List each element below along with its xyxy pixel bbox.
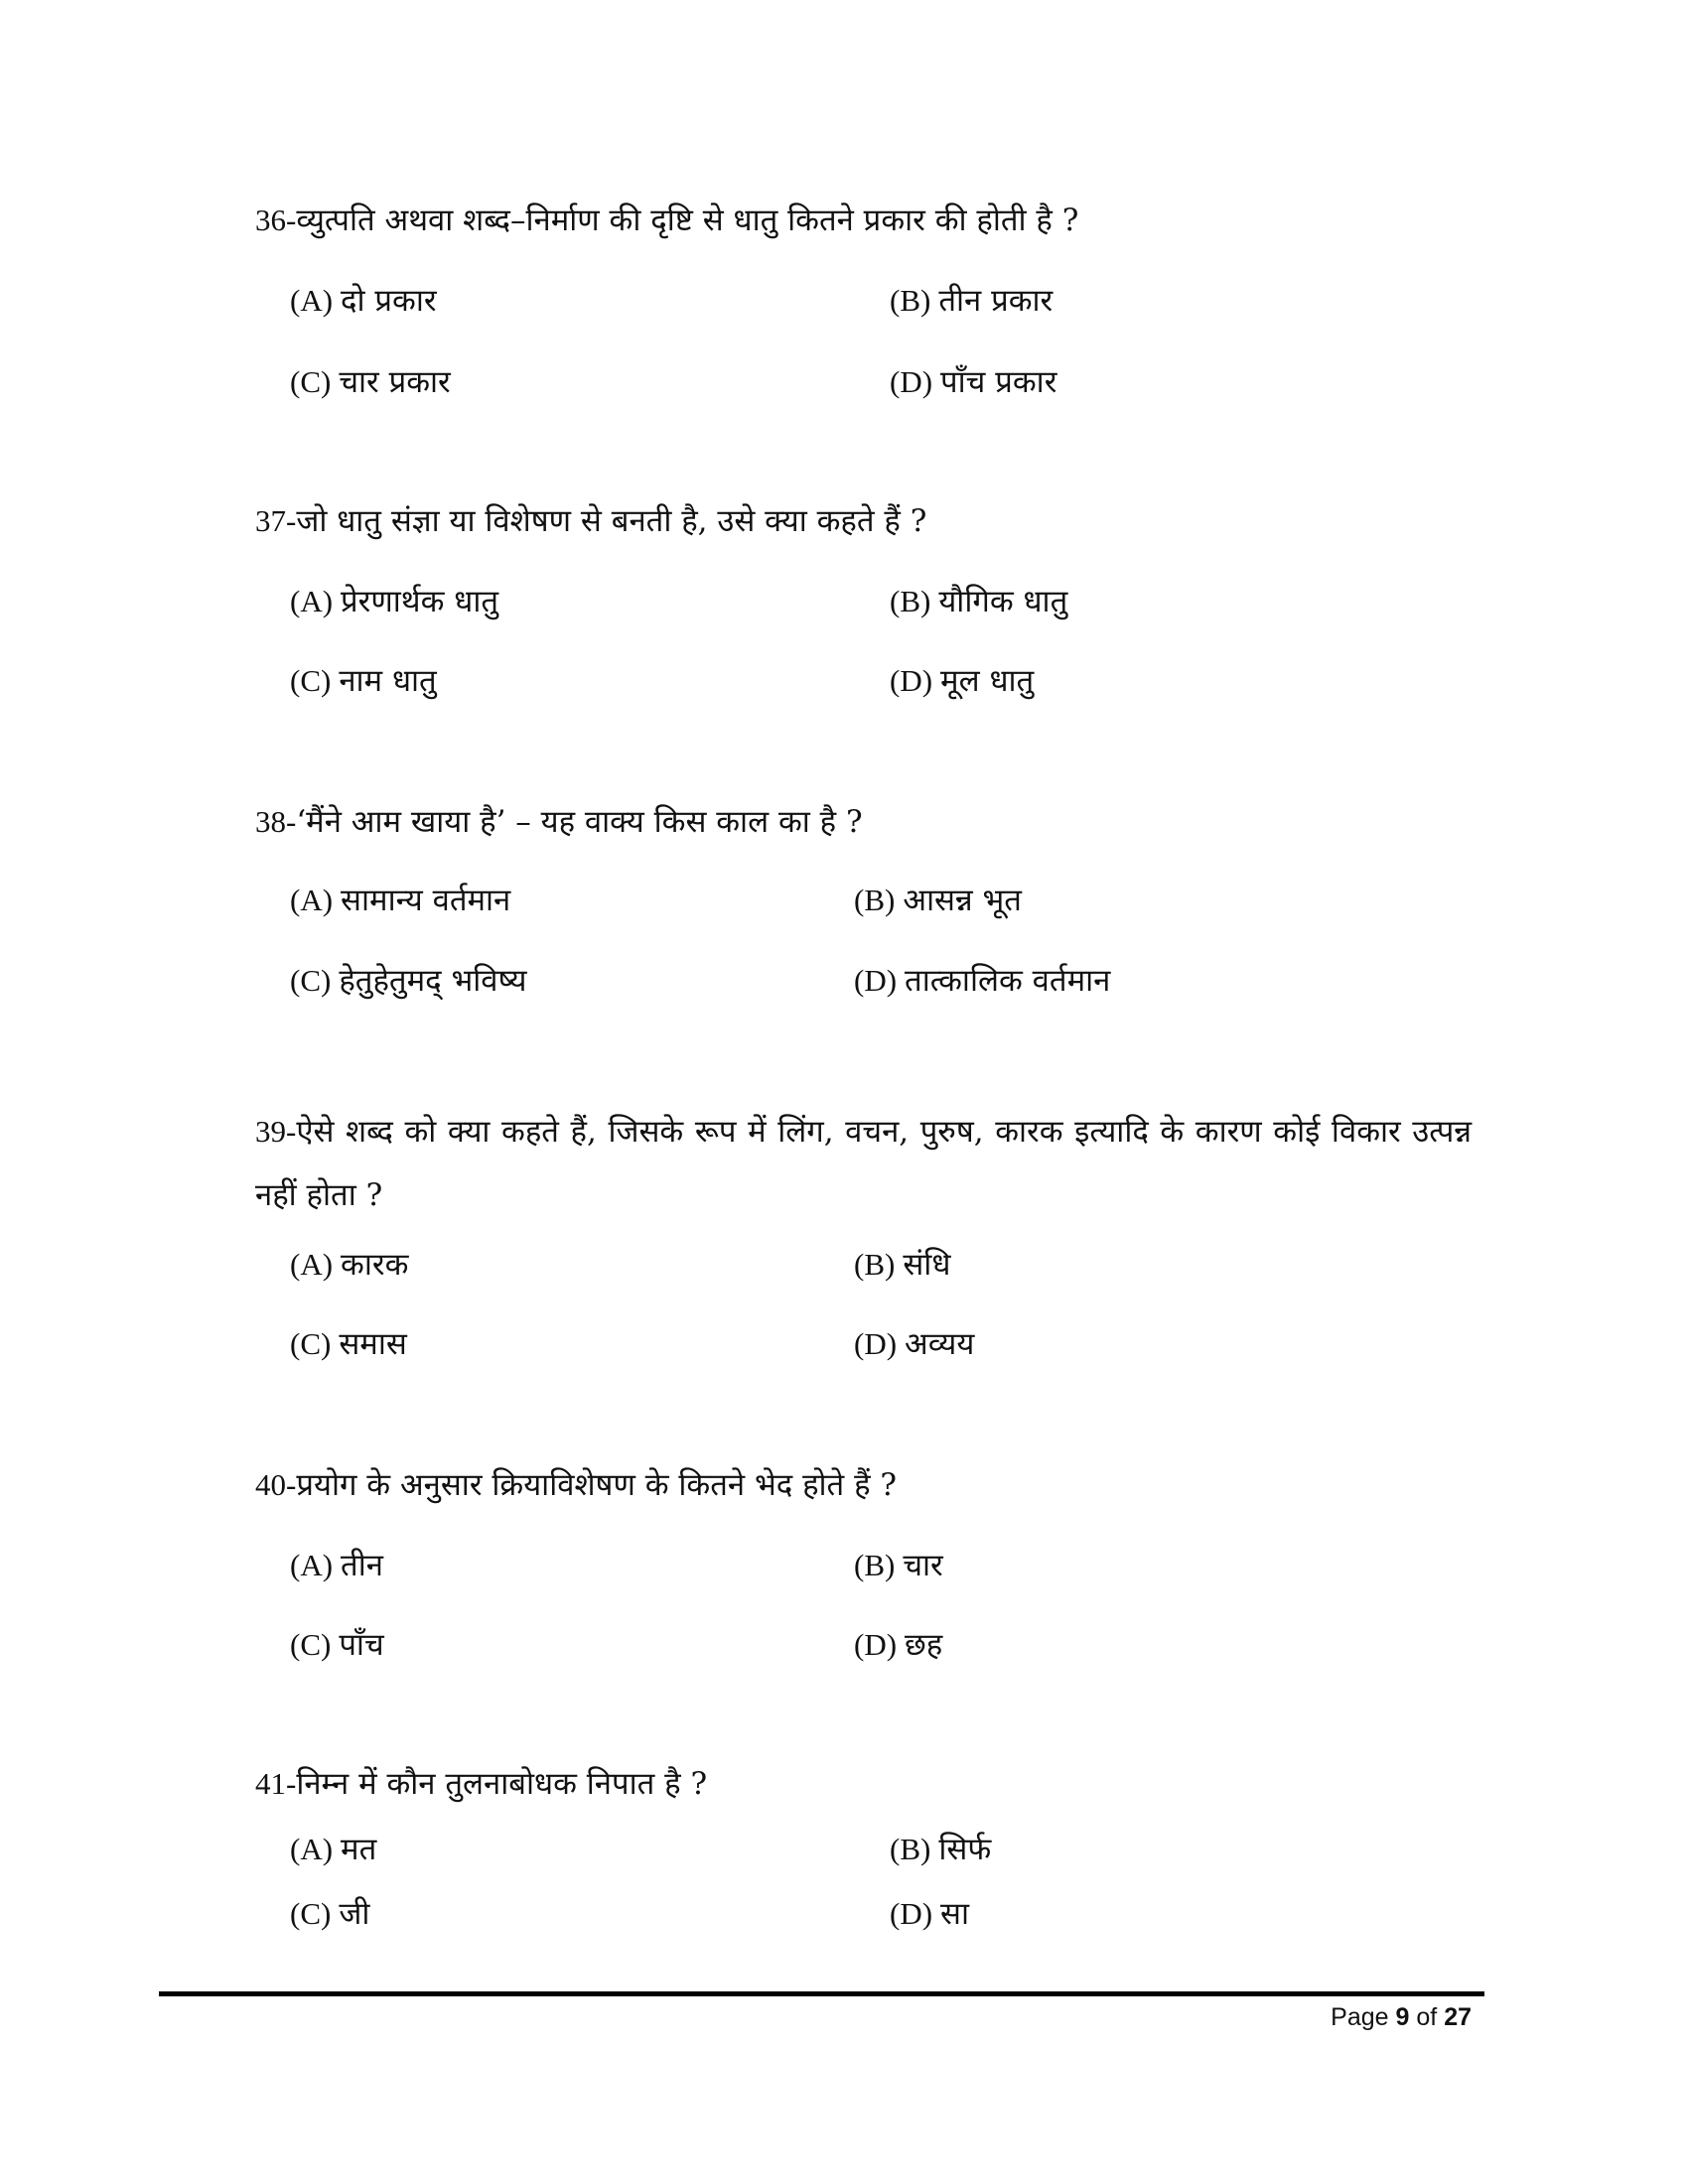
option-label: (B) (890, 584, 931, 618)
option-text: तीन प्रकार (938, 283, 1054, 319)
option-text: सिर्फ (938, 1832, 992, 1867)
question-number: 40- (255, 1467, 297, 1502)
option-text: चार (903, 1548, 943, 1583)
option-text: नाम धातु (339, 663, 437, 699)
question-number: 39- (255, 1114, 297, 1149)
option-text: मत (341, 1832, 377, 1867)
option-label: (A) (290, 1832, 334, 1866)
question-text (255, 1764, 707, 1804)
option-text: प्रेरणार्थक धातु (341, 584, 499, 619)
answer-option (290, 881, 510, 920)
total-pages: 27 (1444, 2003, 1472, 2031)
of-word: of (1416, 2003, 1438, 2031)
option-label: (D) (854, 1326, 898, 1361)
answer-option (854, 961, 1110, 1001)
answer-option (890, 1830, 991, 1869)
option-label: (A) (290, 1548, 334, 1582)
option-text: हेतुहेतुमद् भविष्य (339, 963, 527, 999)
answer-option (290, 1625, 384, 1665)
page-number (1331, 2003, 1472, 2032)
option-label: (C) (290, 1896, 332, 1931)
option-label: (A) (290, 883, 334, 917)
option-text: सामान्य वर्तमान (341, 883, 511, 918)
option-label: (C) (290, 663, 332, 698)
question-number: 41- (255, 1766, 297, 1801)
footer-rule (159, 1991, 1484, 1996)
option-label: (D) (854, 963, 898, 998)
answer-option (290, 661, 437, 701)
option-label: (C) (290, 1627, 332, 1662)
answer-option (290, 1546, 383, 1585)
option-label: (D) (890, 364, 933, 399)
question-body: ‘मैंने आम खाया है’ – यह वाक्य किस काल का है ? (296, 804, 863, 840)
answer-option (854, 1625, 942, 1665)
option-label: (A) (290, 1247, 334, 1282)
option-text: छह (905, 1627, 943, 1663)
option-text: सा (940, 1896, 970, 1932)
answer-option (290, 1894, 369, 1934)
option-label: (C) (290, 963, 332, 998)
option-label: (D) (890, 663, 933, 698)
answer-option (854, 1546, 943, 1585)
option-label: (B) (890, 1832, 931, 1866)
answer-option (290, 281, 437, 321)
page-word: Page (1331, 2003, 1389, 2031)
answer-option (890, 582, 1067, 621)
current-page: 9 (1395, 2003, 1410, 2031)
option-text: चार प्रकार (339, 364, 451, 400)
question-number: 38- (255, 804, 297, 839)
option-text: संधि (903, 1247, 951, 1283)
answer-option (890, 661, 1034, 701)
option-text: मूल धातु (940, 663, 1035, 699)
option-text: कारक (341, 1247, 409, 1283)
option-text: अव्यय (905, 1326, 975, 1362)
option-text: समास (339, 1326, 407, 1362)
option-label: (B) (854, 1247, 896, 1282)
option-label: (A) (290, 283, 334, 318)
option-text: पाँच प्रकार (940, 364, 1057, 400)
option-label: (D) (854, 1627, 898, 1662)
answer-option (854, 881, 1022, 920)
option-text: तात्कालिक वर्तमान (905, 963, 1111, 999)
question-body: निम्न में कौन तुलनाबोधक निपात है ? (296, 1766, 708, 1802)
option-text: पाँच (339, 1627, 384, 1663)
question-body: व्युत्पति अथवा शब्द–निर्माण की दृष्टि से धातु कितने प्रकार की होती है ? (296, 203, 1079, 238)
question-text (255, 201, 1078, 240)
question-text (255, 802, 863, 842)
answer-option (890, 281, 1053, 321)
option-text: दो प्रकार (341, 283, 437, 319)
option-label: (B) (854, 1548, 896, 1582)
option-text: यौगिक धातु (938, 584, 1068, 619)
answer-option (290, 1245, 408, 1285)
option-label: (A) (290, 584, 334, 618)
answer-option (290, 362, 451, 402)
option-label: (B) (890, 283, 931, 318)
question-text (255, 1100, 1472, 1227)
answer-option (290, 961, 527, 1001)
question-text (255, 501, 926, 541)
answer-option (854, 1324, 974, 1364)
answer-option (890, 362, 1056, 402)
option-label: (B) (854, 883, 896, 917)
question-body: जो धातु संज्ञा या विशेषण से बनती है, उसे क्या कहते हैं ? (296, 503, 927, 539)
answer-option (290, 1830, 376, 1869)
question-text (255, 1465, 897, 1505)
option-label: (D) (890, 1896, 933, 1931)
question-body: ऐसे शब्द को क्या कहते हैं, जिसके रूप में लिंग, वचन, पुरुष, कारक इत्यादि के कारण कोई विकार उत्पन्न नहीं होता ? (255, 1114, 1472, 1213)
answer-option (290, 1324, 407, 1364)
answer-option (854, 1245, 950, 1285)
option-label: (C) (290, 364, 332, 399)
option-label: (C) (290, 1326, 332, 1361)
option-text: आसन्न भूत (903, 883, 1022, 918)
question-body: प्रयोग के अनुसार क्रियाविशेषण के कितने भेद होते हैं ? (296, 1467, 898, 1503)
answer-option (890, 1894, 969, 1934)
option-text: जी (339, 1896, 370, 1932)
question-number: 36- (255, 203, 297, 237)
answer-option (290, 582, 498, 621)
question-number: 37- (255, 503, 297, 538)
option-text: तीन (341, 1548, 383, 1583)
